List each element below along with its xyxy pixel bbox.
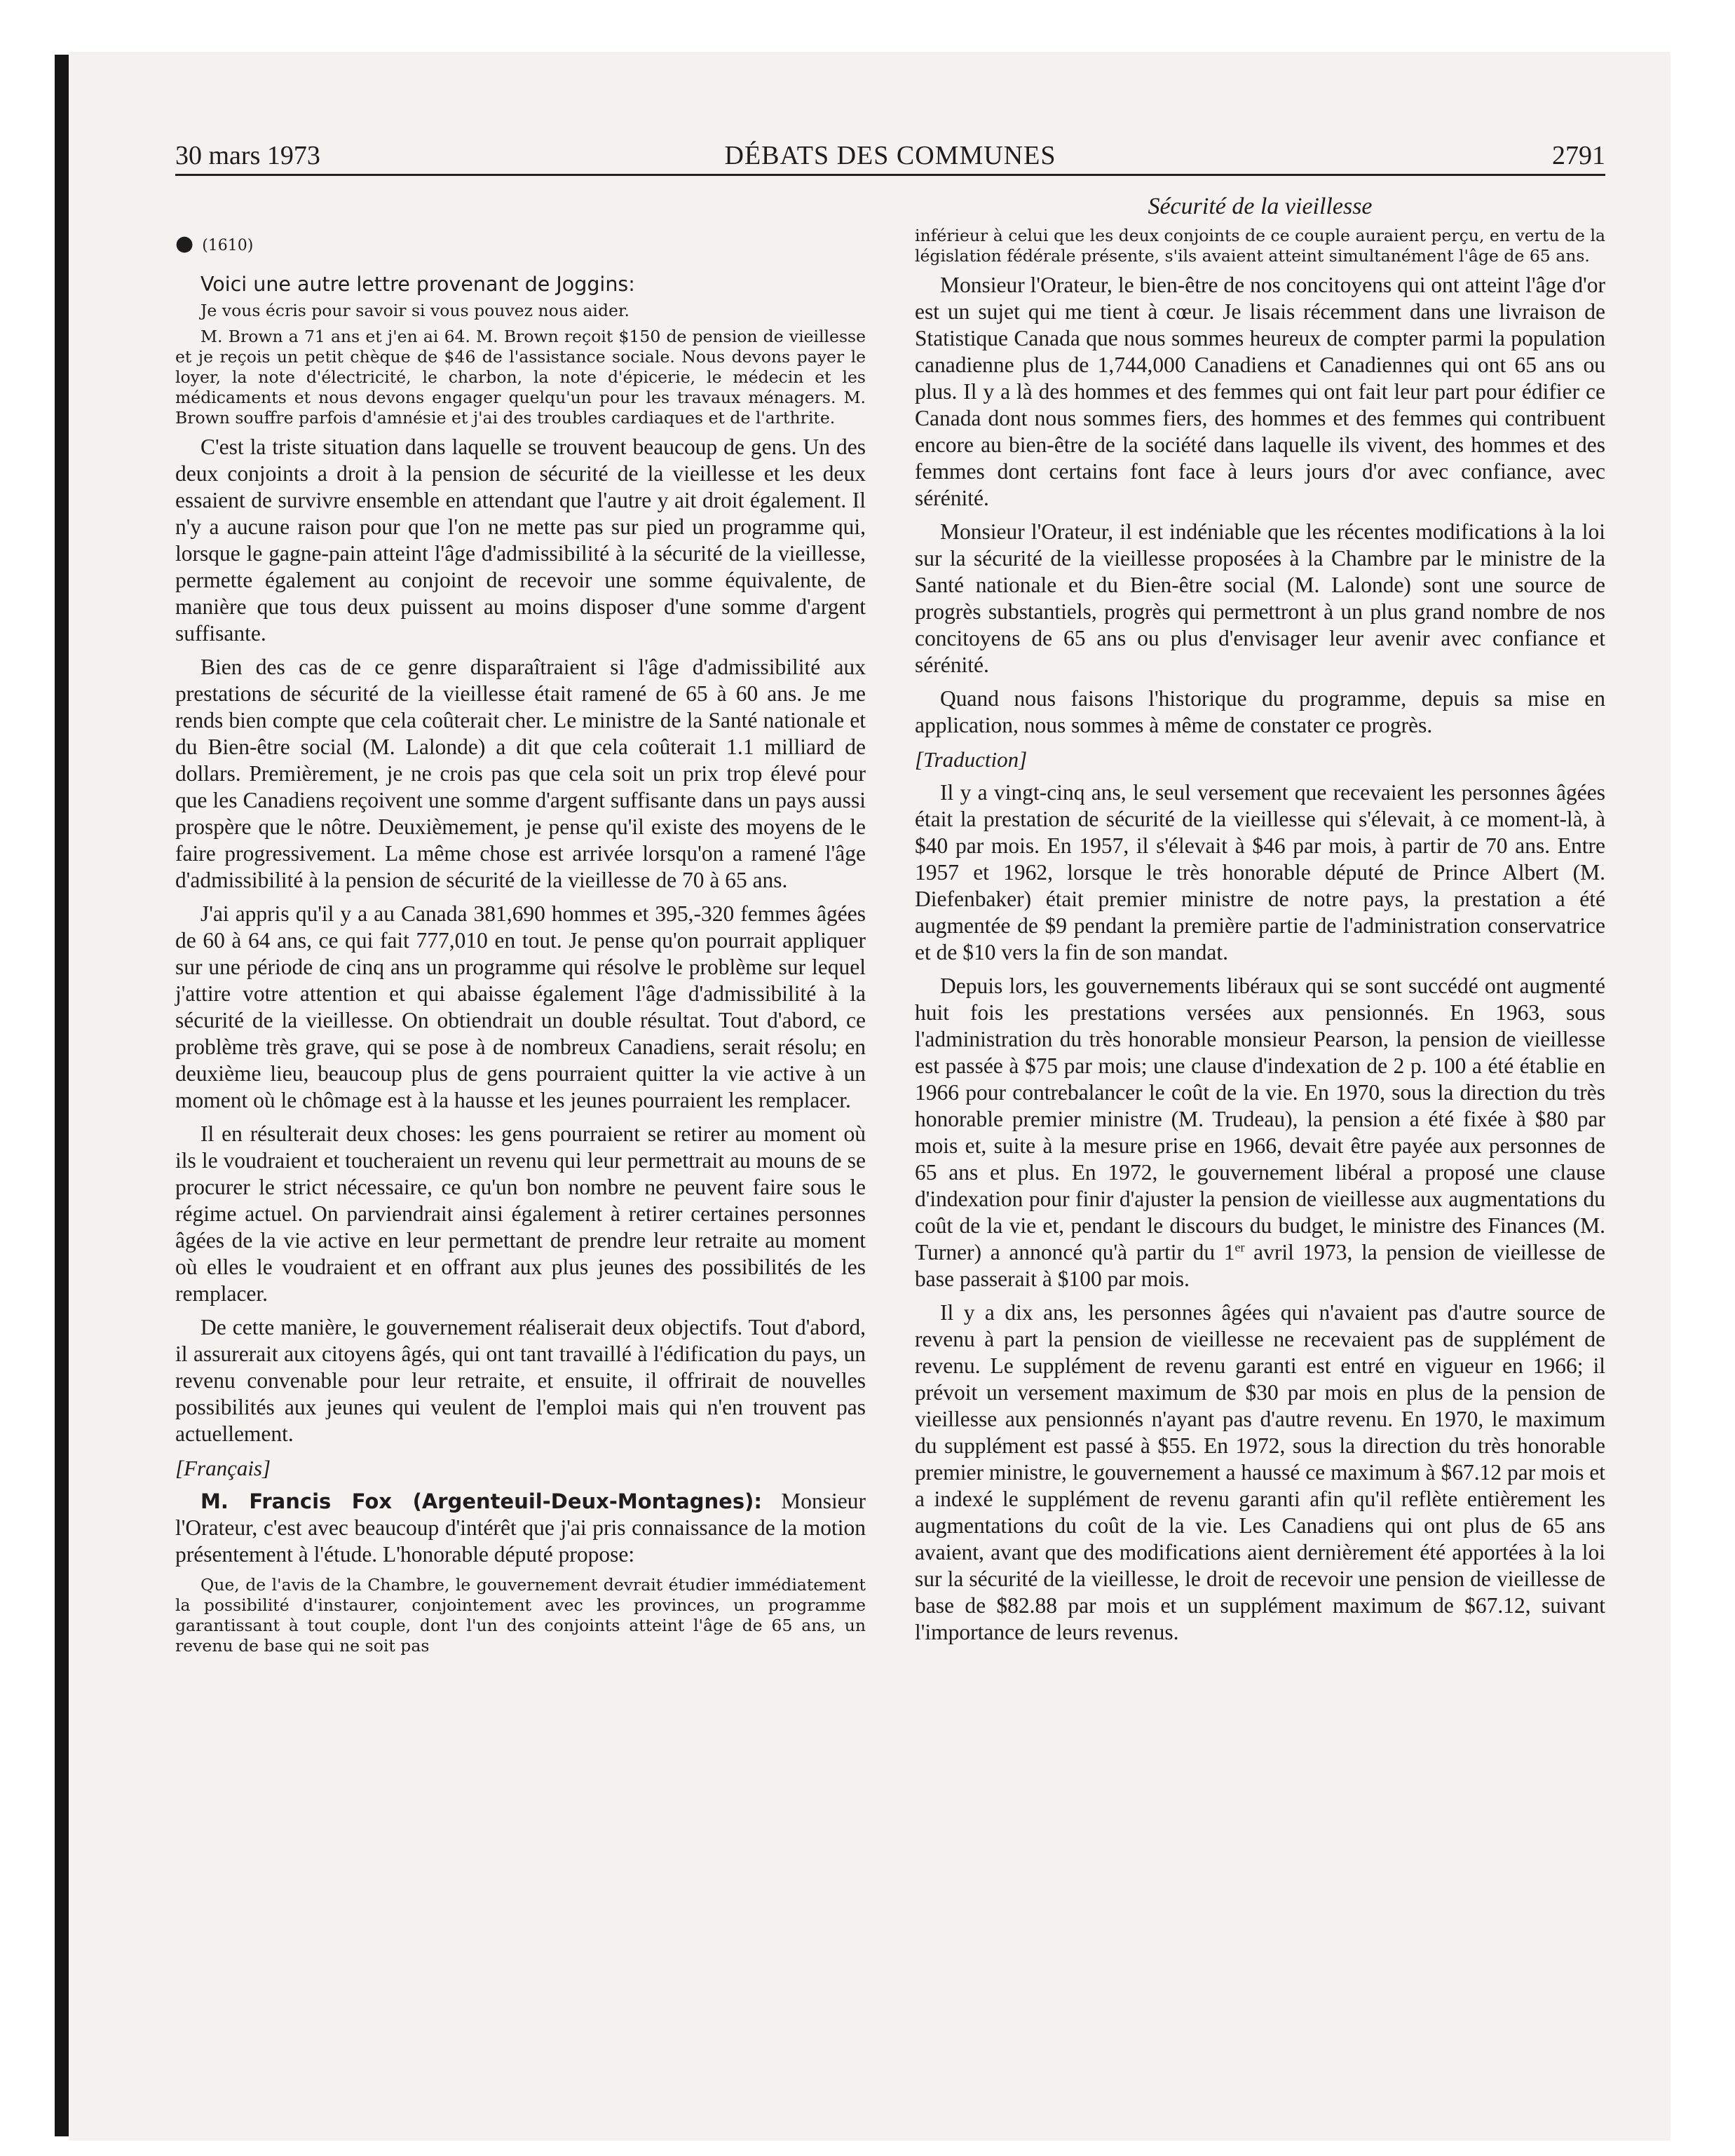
timestamp-text: (1610) bbox=[202, 237, 254, 254]
bullet-icon: ● bbox=[175, 231, 194, 256]
paragraph: Il en résulterait deux choses: les gens pourraient se retirer au moment où ils le voudraient et toucheraient un revenu qui leur permettrait au mouns de se procurer le strict nécessaire, ce qu'un bon nombre ne peuvent faire sous le régime actuel. On parviendrait ainsi également à retirer certaines personnes âgées de la vie active en leur permettant de prendre leur retraite au moment où elles le voudraient et en offrant aux plus jeunes des possibilités de les remplacer. bbox=[175, 1121, 866, 1306]
header-title: DÉBATS DES COMMUNES bbox=[724, 141, 1056, 170]
speaker-name: M. Francis Fox (Argenteuil-Deux-Montagnes): bbox=[200, 1489, 762, 1513]
superscript: er bbox=[1234, 1240, 1245, 1255]
motion-text: Que, de l'avis de la Chambre, le gouvernement devrait étudier immédiatement la possibilité d'instaurer, conjointement avec les provinces, un programme garantissant à tout couple, dont l'un des conjoints atteint l'âge de 65 ans, un revenu de base qui ne soit pas bbox=[175, 1575, 866, 1656]
motion-continued: inférieur à celui que les deux conjoints de ce couple auraient perçu, en vertu de la législation fédérale présente, s'ils avaient atteint simultanément l'âge de 65 ans. bbox=[915, 226, 1605, 266]
language-tag: [Traduction] bbox=[915, 747, 1028, 772]
scan-edge bbox=[55, 55, 69, 2136]
paragraph: De cette manière, le gouvernement réaliserait deux objectifs. Tout d'abord, il assurerait aux citoyens âgés, qui ont tant travaillé à l'édification du pays, un revenu convenable pour leur retraite, et ensuite, il offrirait de nouvelles possibilités aux jeunes qui veulent de l'emploi mais qui n'en trouvent pas actuellement. bbox=[175, 1315, 866, 1446]
letter-line: Je vous écris pour savoir si vous pouvez nous aider. bbox=[200, 301, 630, 320]
paragraph: Il y a vingt-cinq ans, le seul versement que recevaient les personnes âgées était la prestation de sécurité de la vieillesse qui s'élevait, à ce moment-là, à $40 par mois. En 1957, il s'élevait à $46 par mois, à partir de 70 ans. Entre 1957 et 1962, lorsque le très honorable député de Prince Albert (M. Diefenbaker) était premier ministre de notre pays, la prestation a été augmentée de $9 pendant la première partie de l'administration conservatrice et de $10 vers la fin de son mandat. bbox=[915, 780, 1605, 964]
letter-intro: Voici une autre lettre provenant de Joggins: bbox=[200, 273, 635, 296]
left-column bbox=[175, 191, 866, 1662]
paragraph: Quand nous faisons l'historique du programme, depuis sa mise en application, nous sommes à même de constater ce progrès. bbox=[915, 686, 1605, 737]
page-number: 2791 bbox=[1552, 141, 1605, 170]
speaker-paragraph bbox=[175, 1488, 866, 1568]
paragraph: C'est la triste situation dans laquelle se trouvent beaucoup de gens. Un des deux conjoints a droit à la pension de sécurité de la vieillesse et les deux essaient de survivre ensemble en attendant que l'autre y ait droit également. Il n'y a aucune raison pour que l'on ne mette pas sur pied un programme qui, lorsque le gagne-pain atteint l'âge d'admissibilité à la sécurité de la vieillesse, permette également au conjoint de recevoir une somme équivalente, de manière que tous deux puissent au moins disposer d'une somme d'argent suffisante. bbox=[175, 435, 866, 646]
paragraph: Monsieur l'Orateur, le bien-être de nos concitoyens qui ont atteint l'âge d'or est un sujet qui me tient à cœur. Je lisais récemment dans une livraison de Statistique Canada que nous sommes heureux de compter parmi la population canadienne plus de 1,744,000 Canadiens et Canadiennes qui ont 65 ans ou plus. Il y a là des hommes et des femmes qui ont fait leur part pour édifier ce Canada dont nous sommes fiers, des hommes et des femmes qui contribuent encore au bien-être de la société dans laquelle ils vivent, des hommes et des femmes dont certains font face à leurs jours d'or avec confiance, avec sérénité. bbox=[915, 273, 1605, 510]
timestamp bbox=[175, 230, 866, 260]
paragraph: J'ai appris qu'il y a au Canada 381,690 hommes et 395,-320 femmes âgées de 60 à 64 ans, ce qui fait 777,010 en tout. Je pense qu'on pourrait appliquer sur une période de cinq ans un programme qui résolve le problème sur lequel j'attire votre attention et qui abaisse également l'âge d'admissibilité à la sécurité de la vieillesse. On obtiendrait un double résultat. Tout d'abord, ce problème très grave, qui se pose à de nombreux Canadiens, serait résolu; en deuxième lieu, beaucoup plus de gens pourraient quitter la vie active à un moment où le chômage est à la hausse et les jeunes pourraient les remplacer. bbox=[175, 901, 866, 1112]
header-date: 30 mars 1973 bbox=[175, 141, 320, 170]
speaker-text: Monsieur l'Orateur, c'est avec beaucoup d'intérêt que j'ai pris connaissance de la motion présentement à l'étude. L'honorable député propose: bbox=[175, 1489, 866, 1567]
language-tag: [Français] bbox=[175, 1456, 271, 1480]
paragraph: Monsieur l'Orateur, il est indéniable que les récentes modifications à la loi sur la sécurité de la vieillesse proposées à la Chambre par le ministre de la Santé nationale et du Bien-être social (M. Lalonde) sont une source de progrès substantiels, progrès qui permettront à un plus grand nombre de nos concitoyens de 65 ans ou plus d'envisager leur avenir avec confiance et sérénité. bbox=[915, 519, 1605, 677]
paragraph: Bien des cas de ce genre disparaîtraient si l'âge d'admissibilité aux prestations de sécurité de la vieillesse était ramené de 65 à 60 ans. Je me rends bien compte que cela coûterait cher. Le ministre de la Santé nationale et du Bien-être social (M. Lalonde) a dit que cela coûterait 1.1 milliard de dollars. Premièrement, je ne crois pas que cela soit un prix trop élevé pour que les Canadiens reçoivent une somme d'argent suffisante dans un pays aussi prospère que le nôtre. Deuxièmement, je pense qu'il existe des moyens de le faire progressivement. La même chose est arrivée lorsqu'on a ramené l'âge d'admissibilité à la pension de sécurité de la vieillesse de 70 à 65 ans. bbox=[175, 655, 866, 892]
paragraph: Il y a dix ans, les personnes âgées qui n'avaient pas d'autre source de revenu à part la pension de vieillesse ne recevaient pas de supplément de revenu. Le supplément de revenu garanti est entré en vigueur en 1966; il prévoit un versement maximum de $30 par mois en plus de la pension de vieillesse aux pensionnés n'ayant pas d'autre revenu. En 1970, le maximum du supplément est passé à $55. En 1972, sous la direction du très honorable premier ministre, le gouvernement a haussé ce maximum à $67.12 par mois et a indexé le supplément de revenu garanti afin qu'il reflète entièrement les augmentations du coût de la vie. Les Canadiens qui ont plus de 65 ans avaient, avant que des modifications aient dernièrement été apportées à la loi sur la sécurité de la vieillesse, le droit de recevoir une pension de vieillesse de base de $82.88 par mois et un supplément maximum de $67.12, suivant l'importance de leurs revenus. bbox=[915, 1300, 1605, 1644]
paragraph-part: avril 1973, la pension de vieillesse de base passerait à $100 par mois. bbox=[915, 1240, 1605, 1291]
subject-heading: Sécurité de la vieillesse bbox=[1148, 193, 1373, 219]
page-header bbox=[175, 137, 1605, 176]
right-column bbox=[915, 191, 1605, 1653]
letter-body: M. Brown a 71 ans et j'en ai 64. M. Brown reçoit $150 de pension de vieillesse et je reçois un petit chèque de $46 de l'assistance sociale. Nous devons payer le loyer, la note d'électricité, le charbon, la note d'épicerie, le médecin et les médicaments et nous devons engager quelqu'un pour les travaux ménagers. M. Brown souffre parfois d'amnésie et j'ai des troubles cardiaques et de l'arthrite. bbox=[175, 327, 866, 428]
paragraph-part: Depuis lors, les gouvernements libéraux qui se sont succédé ont augmenté huit fois les prestations versées aux pensionnés. En 1963, sous l'administration du très honorable monsieur Pearson, la pension de vieillesse est passée à $75 par mois; une clause d'indexation de 2 p. 100 a été établie en 1966 pour contrebalancer le coût de la vie. En 1970, sous la direction du très honorable premier ministre (M. Trudeau), la pension a été fixée à $80 par mois et, suite à la mesure prise en 1966, devait être payée aux personnes de 65 ans et plus. En 1972, le gouvernement libéral a proposé une clause d'indexation pour finir d'ajuster la pension de vieillesse aux augmentations du coût de la vie et, pendant le discours du budget, le ministre des Finances (M. Turner) a annoncé qu'à partir du 1 bbox=[915, 974, 1605, 1264]
paragraph bbox=[915, 973, 1605, 1292]
